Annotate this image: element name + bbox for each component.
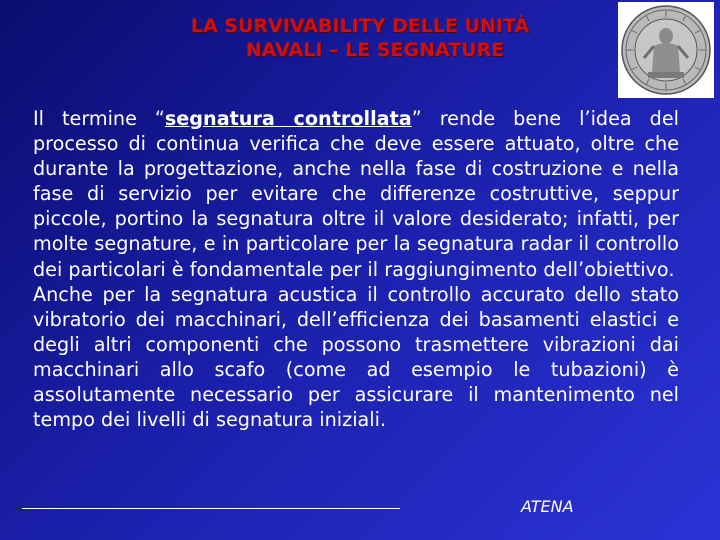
slide-body bbox=[33, 106, 679, 432]
paragraph-1-lead: Il termine “ bbox=[33, 107, 165, 130]
slide-title-line1: LA SURVIVABILITY DELLE UNITÀ bbox=[190, 15, 530, 37]
seal-graphic bbox=[618, 2, 714, 98]
paragraph-1-rest: ” rende bene l’idea del processo di continua verifica che deve essere attuato, oltre che durante la progettazione, anche nella fase di costruzione e nella fase di servizio per evitare che differenze costruttive, seppur piccole, portino la segnatura oltre il valore desiderato; infatti, per molte segnature, e in particolare per la segnatura radar il controllo dei particolari è fondamentale per il raggiungimento dell’obiettivo. bbox=[33, 107, 679, 281]
university-seal-icon bbox=[618, 2, 714, 98]
footer-label: ATENA bbox=[521, 497, 574, 516]
slide-title-line2: NAVALI – LE SEGNATURE bbox=[245, 39, 505, 61]
footer-divider bbox=[22, 508, 400, 509]
slide-title bbox=[150, 14, 570, 62]
body-paragraph-2: Anche per la segnatura acustica il controllo accurato dello stato vibratorio dei macchinari, dell’efficienza dei basamenti elastici e degli altri componenti che possono trasmettere vibrazioni dai macchinari allo scafo (come ad esempio le tubazioni) è assolutamente necessario per assicurare il mantenimento nel tempo dei livelli di segnatura iniziali. bbox=[33, 282, 679, 432]
highlighted-term: segnatura controllata bbox=[164, 107, 412, 130]
body-paragraph-1 bbox=[33, 106, 679, 282]
